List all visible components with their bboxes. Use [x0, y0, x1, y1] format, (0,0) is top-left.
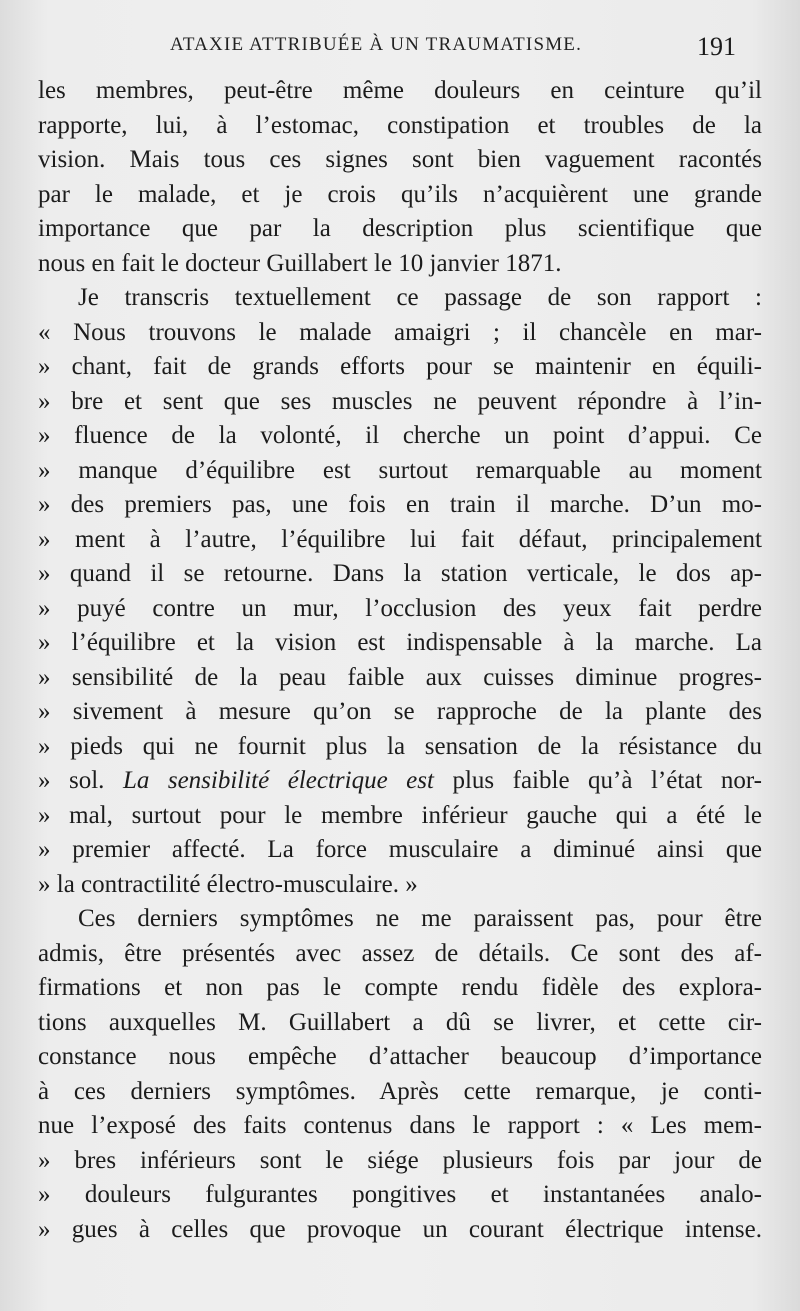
text-line: importance que par la description plus scientifique que — [38, 215, 762, 242]
page-number: 191 — [697, 32, 736, 61]
text-line: les membres, peut-être même douleurs en ceinture qu’il — [38, 77, 762, 104]
quote-line: » sensibilité de la peau faible aux cuisses diminue progres- — [38, 663, 762, 691]
quote-line: » ment à l’autre, l’équilibre lui fait défaut, principalement — [38, 525, 762, 553]
quote-line: » des premiers pas, une fois en train il marche. D’un mo- — [38, 491, 762, 518]
text-line: admis, être présentés avec assez de détails. Ce sont des af- — [38, 939, 762, 967]
quote-line-part: » sol. — [38, 767, 123, 794]
quote-line: » manque d’équilibre est surtout remarquable au moment — [38, 456, 762, 484]
quote-line-part: plus faible qu’à l’état nor- — [433, 767, 762, 794]
quote-line: » bre et sent que ses muscles ne peuvent répondre à l’in- — [38, 387, 762, 415]
quote-line: » puyé contre un mur, l’occlusion des yeux fait perdre — [38, 594, 762, 622]
quote-line: » l’équilibre et la vision est indispensable à la marche. La — [38, 629, 762, 656]
text-line: par le malade, et je crois qu’ils n’acquièrent une grande — [38, 180, 762, 208]
quote-line: » la contractilité électro-musculaire. » — [38, 870, 418, 898]
text-line: nue l’exposé des faits contenus dans le rapport : « Les mem- — [38, 1112, 762, 1139]
quote-line: » pieds qui ne fournit plus la sensation de la résistance du — [38, 732, 762, 760]
text-line: nous en fait le docteur Guillabert le 10 janvier 1871. — [38, 249, 562, 277]
quote-line: » fluence de la volonté, il cherche un point d’appui. Ce — [38, 422, 762, 449]
paragraph-start-line: Ces derniers symptômes ne me paraissent pas, pour être — [78, 905, 762, 932]
running-head-title: ATAXIE ATTRIBUÉE À UN TRAUMATISME. — [170, 34, 583, 55]
text-line: constance nous empêche d’attacher beaucoup d’importance — [38, 1043, 762, 1070]
body-text — [38, 74, 762, 1247]
quote-line: » chant, fait de grands efforts pour se maintenir en équili- — [38, 353, 762, 380]
text-line: firmations et non pas le compte rendu fidèle des explora- — [38, 974, 762, 1001]
quote-line-with-italic — [38, 764, 762, 799]
text-line: vision. Mais tous ces signes sont bien vaguement racontés — [38, 146, 762, 173]
text-line: tions auxquelles M. Guillabert a dû se livrer, et cette cir- — [38, 1008, 762, 1036]
quote-line: » douleurs fulgurantes pongitives et instantanées analo- — [38, 1181, 762, 1208]
quote-line: » premier affecté. La force musculaire a diminué ainsi que — [38, 836, 762, 863]
quote-line: » bres inférieurs sont le siége plusieurs fois par jour de — [38, 1146, 762, 1174]
text-line: à ces derniers symptômes. Après cette remarque, je conti- — [38, 1077, 762, 1105]
italic-phrase: La sensibilité électrique est — [122, 767, 434, 794]
text-line: rapporte, lui, à l’estomac, constipation et troubles de la — [38, 111, 762, 139]
quote-line: » sivement à mesure qu’on se rapproche de la plante des — [38, 698, 762, 725]
running-head — [0, 34, 800, 64]
quote-line: » gues à celles que provoque un courant électrique intense. — [38, 1215, 762, 1243]
paragraph-start-line: Je transcris textuellement ce passage de son rapport : — [78, 284, 762, 311]
quote-line: « Nous trouvons le malade amaigri ; il chancèle en mar- — [38, 318, 762, 346]
quote-line: » mal, surtout pour le membre inférieur gauche qui a été le — [38, 801, 762, 829]
quote-line: » quand il se retourne. Dans la station verticale, le dos ap- — [38, 560, 762, 587]
